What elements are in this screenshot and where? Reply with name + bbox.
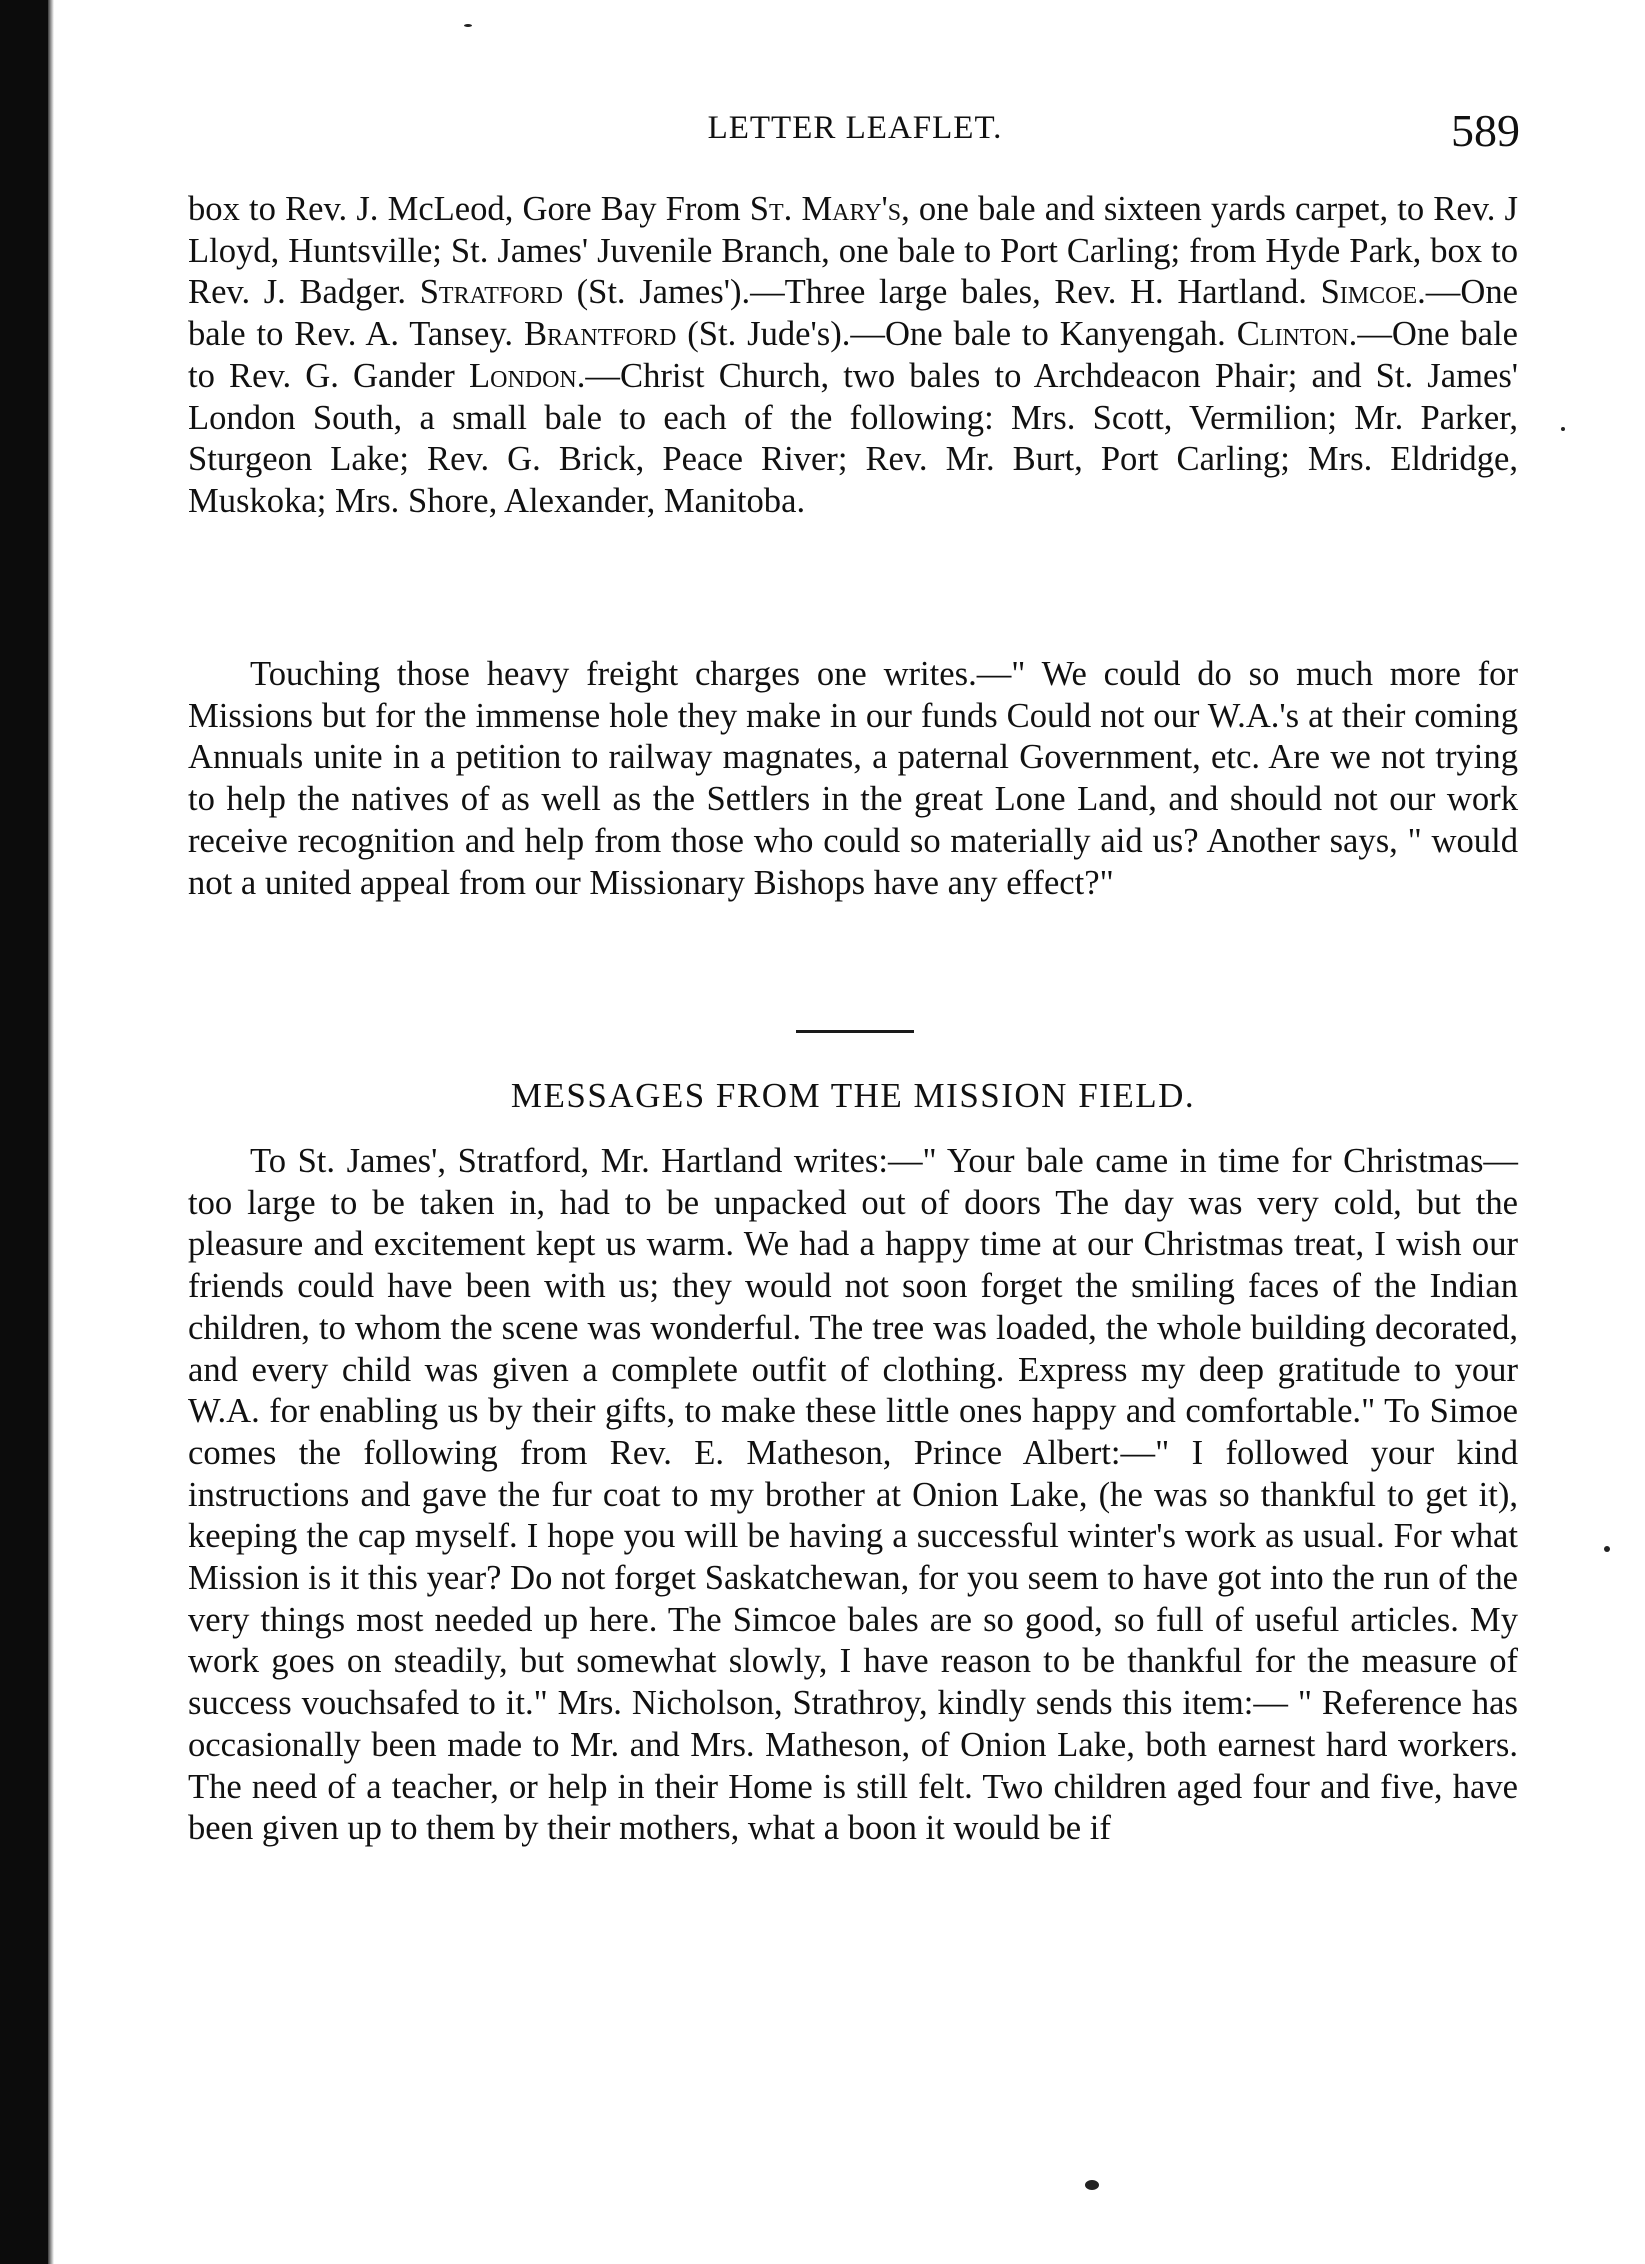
paragraph-messages: To St. James', Stratford, Mr. Hartland writes:—" Your bale came in time for Christmas—too large to be taken in, had to be unpacked out of doors The day was very cold, but the pleasure and excitement kept us warm. We had a happy time at our Christmas treat, I wish our friends could have been with us; they would not soon forget the smiling faces of the Indian children, to whom the scene was wonderful. The tree was loaded, the whole building decorated, and every child was given a complete outfit of clothing. Express my deep gratitude to your W.A. for enabling us by their gifts, to make these little ones happy and comfortable." To Simoe comes the following from Rev. E. Matheson, Prince Albert:—" I followed your kind instructions and gave the fur coat to my brother at Onion Lake, (he was so thankful to get it), keeping the cap myself. I hope you will be having a successful winter's work as usual. For what Mission is it this year? Do not forget Saskatchewan, for you seem to have got into the run of the very things most needed up here. The Simcoe bales are so good, so full of useful articles. My work goes on steadily, but somewhat slowly, I have reason to be thankful for the measure of success vouchsafed to it." Mrs. Nicholson, Strathroy, kindly sends this item:— " Reference has occasionally been made to Mr. and Mrs. Matheson, of Onion Lake, both earnest hard workers. The need of a teacher, or help in their Home is still felt. Two children aged four and five, have been given up to them by their mothers, what a boon it would be if — [188, 1142, 1518, 1848]
messages-paragraph-block — [188, 1141, 1518, 1850]
paragraph-freight-charges: Touching those heavy freight charges one writes.—" We could do so much more for Missions but for the immense hole they make in our funds Could not our W.A.'s at their coming Annuals unite in a petition to railway magnates, a paternal Government, etc. Are we not trying to help the natives of as well as the Settlers in the great Lone Land, and should not our work receive recognition and help from those who could so materially aid us? Another says, " would not a united appeal from our Missionary Bishops have any effect?" — [188, 655, 1518, 902]
text-run: .—One bale to Rev. A. Tansey. — [188, 273, 1518, 354]
scan-speck — [1561, 427, 1565, 431]
page-header — [190, 104, 1520, 154]
text-run: (St. Jude's).—One bale to Kanyengah. — [676, 315, 1237, 354]
text-run: box to Rev. J. McLeod, Gore Bay From — [188, 190, 750, 228]
place-name-st-marys: St. Mary's — [749, 190, 902, 228]
scan-speck — [464, 24, 472, 27]
text-run: .—One bale to Rev. G. Gander — [188, 315, 1518, 395]
place-name-london: London — [468, 356, 577, 395]
section-heading: MESSAGES FROM THE MISSION FIELD. — [510, 1076, 1196, 1115]
page-number: 589 — [1451, 105, 1520, 156]
place-name-simcoe: Simcoe — [1320, 273, 1418, 312]
section-divider — [796, 1030, 914, 1033]
continued-paragraph — [188, 189, 1518, 523]
text-run: , one bale and sixteen yards carpet, to Rev. J Lloyd, Huntsville; St. James' Juvenile Branch, one bale to Port Carling; from Hyde Park, box to Rev. J. Badger. — [188, 190, 1519, 312]
scan-speck — [1604, 1546, 1610, 1552]
text-run: .—Christ Church, two bales to Archdeacon Phair; and St. James' London South, a small bale to each of the following: Mrs. Scott, Vermilion; Mr. Parker, Sturgeon Lake; Rev. G. Brick, Peace River; Rev. Mr. Burt, Port Carling; Mrs. Eldridge, Muskoka; Mrs. Shore, Alexander, Manitoba. — [188, 356, 1519, 520]
place-name-clinton: Clinton — [1236, 315, 1349, 354]
paragraph-bale-list — [188, 189, 1518, 523]
book-spine-shadow — [0, 0, 48, 2264]
scan-speck — [1085, 2180, 1099, 2190]
place-name-brantford: Brantford — [523, 315, 677, 354]
freight-paragraph-block — [188, 654, 1518, 904]
spine-edge-gradient — [48, 0, 54, 2264]
text-run: (St. James').—Three large bales, Rev. H. Hartland. — [562, 273, 1321, 312]
running-head: LETTER LEAFLET. — [707, 110, 1003, 146]
place-name-stratford: Stratford — [419, 273, 563, 312]
